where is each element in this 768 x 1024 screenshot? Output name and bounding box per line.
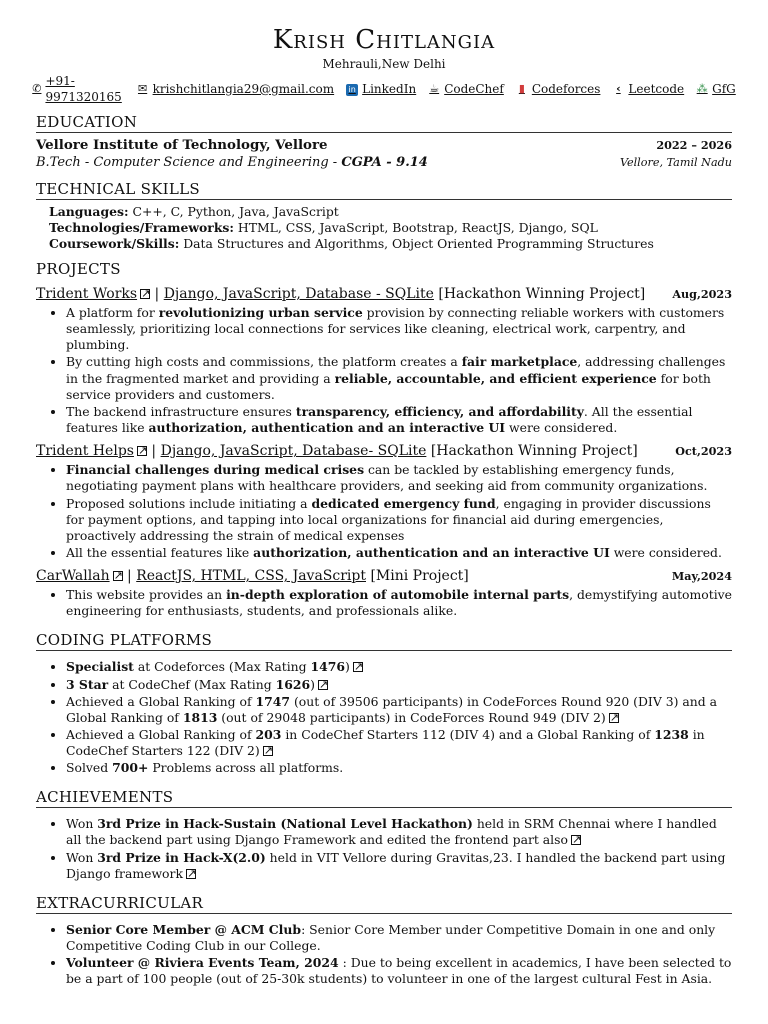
contact-label[interactable]: CodeChef	[444, 81, 504, 96]
extracurricular-heading: EXTRACURRICULAR	[36, 894, 732, 914]
project-tag: [Hackathon Winning Project]	[426, 443, 638, 460]
project-stack: ReactJS, HTML, CSS, JavaScript	[136, 568, 366, 584]
location: Mehrauli,New Delhi	[322, 57, 446, 71]
external-link-icon[interactable]: ↗	[113, 569, 123, 582]
text: can be tackled by establishing emergency funds, negotiating payment plans with healthcare providers, and seeking aid from community organizations.	[66, 462, 708, 494]
linkedin-icon: in	[346, 84, 358, 96]
project-bullet	[66, 354, 732, 402]
project-bullets	[36, 462, 732, 561]
project-name-link[interactable]: CarWallah	[36, 568, 110, 584]
text: in CodeChef Starters 112 (DIV 4) and a Global Ranking of	[281, 726, 655, 742]
extracurricular-bullet	[66, 922, 732, 954]
coding-bullet	[66, 694, 732, 726]
text: Achieved a Global Ranking of	[66, 726, 256, 742]
achievement-bullet	[66, 816, 732, 848]
text: were considered.	[609, 544, 722, 560]
role: Volunteer @ Riviera Events Team, 2024	[66, 955, 339, 971]
leetcode-icon: ‹	[616, 82, 621, 96]
coding-section	[36, 631, 732, 776]
bold-text: Financial challenges during medical crises	[66, 462, 365, 478]
text: A platform for	[66, 305, 159, 321]
skill-line	[49, 220, 732, 236]
text: at Codeforces (Max Rating	[133, 659, 311, 675]
project-bullet	[66, 545, 732, 561]
separator: |	[150, 285, 164, 302]
text: held in SRM Chennai where I handled all the backend part using Django Framework and edited the frontend part also	[66, 816, 717, 848]
contact-label[interactable]: GfG	[712, 81, 736, 96]
achievements-list	[36, 816, 732, 882]
skill-label: Coursework/Skills:	[49, 235, 180, 251]
candidate-name: Krish Chitlangia	[272, 25, 496, 55]
contact-label[interactable]: krishchitlangia29@gmail.com	[152, 81, 335, 96]
bold-text: dedicated emergency fund	[311, 495, 496, 511]
achievement-bullet	[66, 850, 732, 882]
phone-icon: ✆	[32, 82, 42, 96]
text: in CodeChef Starters 122 (DIV 2)	[66, 726, 705, 759]
external-link-icon[interactable]: ↗	[318, 677, 329, 691]
skill-line	[49, 236, 732, 252]
project-stack: Django, JavaScript, Database - SQLite	[163, 285, 434, 302]
project-tag: [Hackathon Winning Project]	[433, 285, 646, 302]
text: Proposed solutions include initiating a	[66, 495, 312, 511]
skill-label: Technologies/Frameworks:	[49, 219, 234, 235]
contact-link[interactable]	[428, 74, 504, 105]
bold-text: 700+	[112, 760, 149, 776]
bold-text: fair marketplace	[461, 354, 578, 370]
project-bullet	[66, 587, 732, 619]
coding-bullet	[66, 727, 732, 759]
project-header	[36, 285, 732, 303]
coding-heading: CODING PLATFORMS	[36, 631, 732, 651]
extracurricular-bullet	[66, 955, 732, 987]
project-name-link[interactable]: Trident Helps	[36, 443, 134, 460]
skills-section	[36, 180, 732, 252]
external-link-icon[interactable]: ↗	[609, 710, 619, 724]
contact-label[interactable]: +91-9971320165	[45, 74, 122, 104]
skill-value: Data Structures and Algorithms, Object Oriented Programming Structures	[179, 235, 654, 251]
extracurricular-section	[36, 894, 732, 988]
text: held in VIT Vellore during Gravitas,23. I handled the backend part using Django framework	[66, 849, 726, 881]
achievements-section	[36, 788, 732, 882]
education-section	[36, 113, 732, 171]
project-title-line	[36, 285, 645, 303]
skill-label: Languages:	[49, 203, 129, 219]
contact-bar	[32, 74, 736, 105]
text: The backend infrastructure ensures	[66, 403, 296, 419]
contact-link[interactable]	[516, 74, 601, 105]
school-name: Vellore Institute of Technology, Vellore	[36, 137, 328, 154]
project-tag: [Mini Project]	[366, 568, 469, 584]
bold-text: authorization, authentication and an interactive UI	[148, 419, 506, 435]
projects-heading: PROJECTS	[36, 259, 121, 278]
text: (out of 39506 participants) in CodeForces Round 920 (DIV 3) and a Global Ranking of	[66, 693, 717, 725]
contact-label[interactable]: Codeforces	[531, 81, 601, 96]
text: Solved	[66, 760, 113, 776]
degree-text: B.Tech - Computer Science and Engineering -	[36, 154, 342, 170]
skills-heading: TECHNICAL SKILLS	[36, 180, 732, 200]
skill-line	[49, 204, 732, 220]
contact-link[interactable]	[346, 74, 416, 105]
text: Won	[66, 816, 98, 832]
project-header	[36, 442, 732, 460]
contact-link[interactable]	[137, 74, 335, 105]
project-date: May,2024	[671, 569, 732, 583]
project-bullet	[66, 404, 732, 436]
project-bullet	[66, 462, 732, 494]
achievements-heading: ACHIEVEMENTS	[36, 788, 732, 808]
project-bullets	[36, 587, 732, 619]
text: , demystifying automotive engineering for enthusiasts, students, and professionals alike.	[66, 587, 732, 619]
education-heading: EDUCATION	[36, 113, 732, 133]
coding-bullet	[66, 760, 732, 776]
project-bullet	[66, 496, 732, 544]
text: )	[345, 659, 350, 675]
text: , engaging in provider discussions for payment options, and tapping into local organizations for financial aid during emergencies, proactively addressing the strain of medical expenses	[66, 495, 711, 543]
bold-text: in-depth exploration of automobile internal parts	[226, 587, 570, 603]
bold-text: 1238	[654, 726, 689, 742]
project-title-line	[36, 442, 638, 460]
bold-text: authorization, authentication and an interactive UI	[253, 544, 610, 560]
bold-text: 1626	[275, 676, 311, 692]
text: By cutting high costs and commissions, the platform creates a	[66, 354, 462, 370]
projects-list	[36, 285, 732, 620]
external-link-icon[interactable]: ↗	[571, 833, 582, 847]
skill-value: HTML, CSS, JavaScript, Bootstrap, ReactJS, Django, SQL	[233, 219, 598, 235]
contact-link[interactable]	[32, 74, 124, 105]
contact-link[interactable]	[696, 74, 736, 105]
project-title-line	[36, 567, 469, 585]
text: Achieved a Global Ranking of	[66, 693, 256, 709]
gfg-icon: ⁂	[696, 82, 708, 96]
text: )	[310, 676, 315, 692]
bold-text: 3rd Prize in Hack-X(2.0)	[97, 849, 266, 865]
bold-text: reliable, accountable, and efficient experience	[334, 370, 657, 386]
project-stack: Django, JavaScript, Database- SQLite	[160, 443, 427, 460]
separator: |	[122, 568, 137, 584]
text: (out of 29048 participants) in CodeForces Round 949 (DIV 2)	[217, 709, 606, 725]
bold-text: transparency, efficiency, and affordability	[295, 403, 584, 419]
bold-text: Specialist	[66, 659, 134, 675]
bold-text: 1747	[255, 693, 291, 709]
project-name-link[interactable]: Trident Works	[36, 285, 138, 302]
external-link-icon[interactable]: ↗	[186, 866, 197, 880]
coding-bullet	[66, 659, 732, 675]
bold-text: 1476	[310, 659, 346, 675]
education-dates: 2022 – 2026	[656, 138, 732, 153]
text: Problems across all platforms.	[148, 760, 344, 776]
text: were considered.	[505, 419, 618, 435]
bold-text: revolutionizing urban service	[158, 305, 363, 321]
text: : Senior Core Member under Competitive Domain in one and only Competitive Coding Club in our College.	[66, 921, 716, 953]
text: This website provides an	[66, 587, 227, 603]
external-link-icon[interactable]: ↗	[263, 744, 273, 758]
bold-text: 203	[255, 726, 282, 742]
skill-value: C++, C, Python, Java, JavaScript	[128, 203, 339, 219]
separator: |	[146, 443, 161, 460]
role: Senior Core Member @ ACM Club	[66, 921, 302, 937]
text: at CodeChef (Max Rating	[108, 676, 276, 692]
project-date: Aug,2023	[672, 286, 732, 301]
coding-list	[36, 659, 732, 776]
contact-label[interactable]: LinkedIn	[362, 81, 417, 96]
text: , addressing challenges in the fragmented market and providing a	[66, 354, 726, 386]
extracurricular-list	[36, 922, 732, 988]
project-date: Oct,2023	[675, 444, 732, 459]
text: : Due to being excellent in academics, I have been selected to be a part of 100 people (out of 25-30k students) to volunteer in one of the largest cultural Fest in Asia.	[66, 955, 732, 987]
skills-list	[36, 204, 732, 252]
external-link-icon[interactable]: ↗	[141, 286, 151, 300]
projects-section	[36, 260, 732, 620]
resume-page	[32, 24, 736, 988]
project-bullets	[36, 305, 732, 436]
text: provision by connecting reliable workers with customers seamlessly, prioritizing local connections for services like cleaning, electrical work, carpentry, and plumbing.	[66, 305, 725, 353]
text: for both service providers and customers.	[66, 370, 711, 402]
text: Won	[66, 849, 98, 865]
project-bullet	[66, 305, 732, 353]
text: All the essential features like	[66, 544, 254, 560]
external-link-icon[interactable]: ↗	[137, 444, 148, 458]
degree	[36, 155, 428, 172]
project-header	[36, 567, 732, 585]
bold-text: 3 Star	[66, 676, 109, 692]
bold-text: 1813	[182, 709, 218, 725]
contact-link[interactable]	[612, 74, 684, 105]
cgpa: CGPA - 9.14	[341, 154, 428, 170]
bold-text: 3rd Prize in Hack-Sustain (National Level Hackathon)	[97, 816, 473, 832]
external-link-icon[interactable]: ↗	[353, 660, 364, 674]
coding-bullet	[66, 677, 732, 693]
codeforces-icon: ▮	[518, 82, 525, 96]
contact-label[interactable]: Leetcode	[628, 81, 685, 96]
email-icon: ✉	[137, 82, 148, 96]
codechef-icon: ☕	[429, 82, 440, 96]
text: . All the essential features like	[66, 403, 693, 435]
education-place: Vellore, Tamil Nadu	[619, 155, 732, 169]
